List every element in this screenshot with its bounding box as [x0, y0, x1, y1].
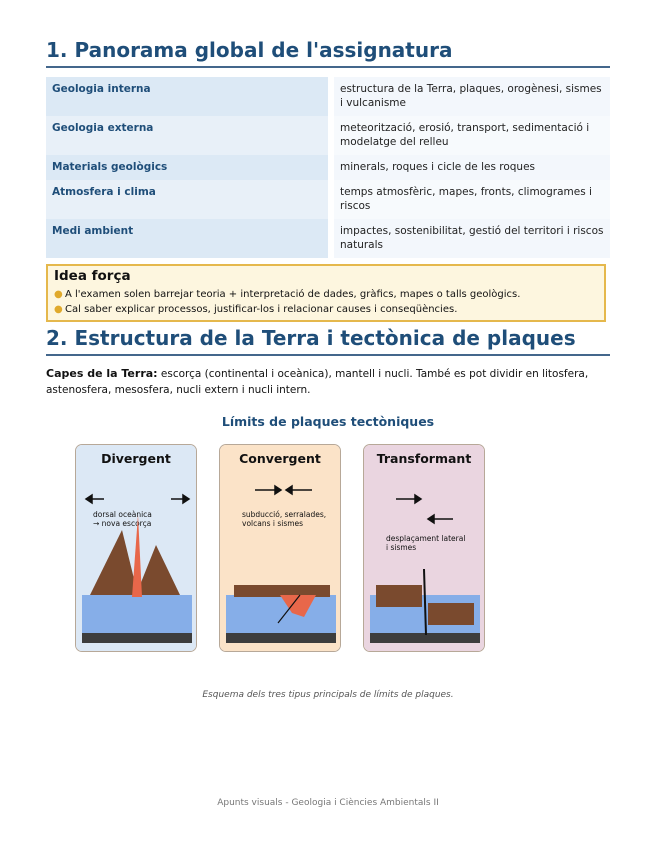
ocean-layer	[226, 595, 336, 635]
overview-table	[46, 77, 610, 258]
section-1-title: 1. Panorama global de l'assignatura	[46, 38, 610, 68]
intro-text: escorça (continental i oceànica), mantell i nucli. També es pot dividir en litosfera, astenosfera, mesosfera, nucli extern i nucli intern.	[46, 368, 589, 396]
description-cell: impactes, sostenibilitat, gestió del territori i riscos naturals	[331, 219, 610, 258]
callout-item	[54, 287, 598, 302]
topic-cell: Medi ambient	[46, 219, 331, 258]
intro-label: Capes de la Terra:	[46, 367, 158, 380]
overview-row	[46, 180, 610, 219]
topic-cell: Materials geològics	[46, 155, 331, 180]
panel-note-2: i sismes	[386, 543, 417, 552]
panel-note-2: → nova escorça	[93, 519, 152, 528]
mantle-base	[82, 633, 192, 643]
description-cell: minerals, roques i cicle de les roques	[331, 155, 610, 180]
overview-row	[46, 116, 610, 155]
figure-title: Límits de plaques tectòniques	[221, 414, 435, 429]
panel-title: Transformant	[376, 451, 472, 466]
panel-title: Divergent	[101, 451, 171, 466]
figure-caption: Esquema dels tres tipus principals de límits de plaques.	[202, 690, 454, 700]
callout-item	[54, 302, 598, 317]
bullet-icon: ●	[54, 304, 63, 315]
callout-list	[54, 287, 598, 317]
panel-note-1: desplaçament lateral	[386, 534, 466, 543]
page-footer: Apunts visuals - Geologia i Ciències Ambientals II	[217, 798, 439, 808]
ocean-layer	[82, 595, 192, 635]
convergent-diagram	[220, 445, 341, 652]
topic-cell: Geologia externa	[46, 116, 331, 155]
idea-callout	[46, 264, 606, 322]
panel-note-2: volcans i sismes	[242, 519, 304, 528]
panel-note-1: subducció, serralades,	[242, 510, 327, 519]
intro-paragraph	[46, 366, 610, 398]
panel-convergent	[219, 444, 341, 652]
overview-row	[46, 155, 610, 180]
topic-cell: Atmosfera i clima	[46, 180, 331, 219]
topic-cell: Geologia interna	[46, 77, 331, 116]
callout-item-text: Cal saber explicar processos, justificar-los i relacionar causes i conseqüències.	[65, 304, 458, 315]
panel-transformant	[363, 444, 485, 652]
overview-row	[46, 219, 610, 258]
bullet-icon: ●	[54, 289, 63, 300]
plate-block-right	[428, 603, 474, 625]
plate-block-left	[376, 585, 422, 607]
description-cell: meteorització, erosió, transport, sedimentació i modelatge del relleu	[331, 116, 610, 155]
panel-title: Convergent	[239, 451, 321, 466]
panel-note-1: dorsal oceànica	[93, 510, 152, 519]
description-cell: estructura de la Terra, plaques, orogènesi, sismes i vulcanisme	[331, 77, 610, 116]
callout-title: Idea força	[54, 268, 131, 284]
divergent-diagram	[76, 445, 197, 652]
panel-divergent	[75, 444, 197, 652]
overview-row	[46, 77, 610, 116]
callout-item-text: A l'examen solen barrejar teoria + interpretació de dades, gràfics, mapes o talls geològics.	[65, 289, 521, 300]
description-cell: temps atmosfèric, mapes, fronts, climogrames i riscos	[331, 180, 610, 219]
transformant-diagram	[364, 445, 485, 652]
section-2-title: 2. Estructura de la Terra i tectònica de plaques	[46, 326, 610, 356]
mantle-base	[226, 633, 336, 643]
